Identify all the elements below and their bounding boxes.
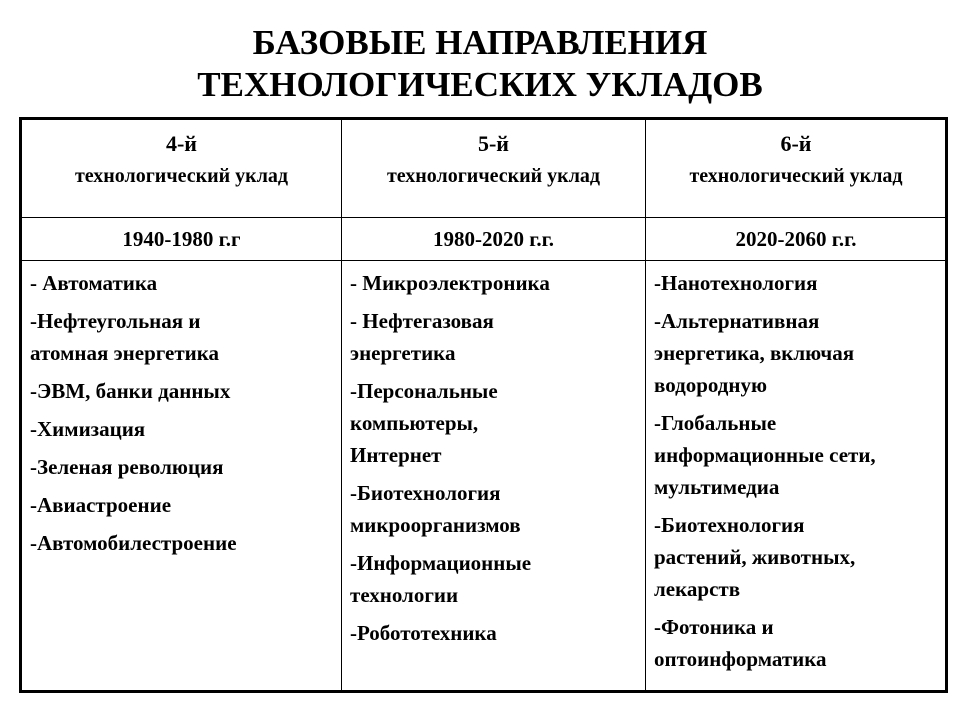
list-item: - Автоматика (30, 271, 158, 295)
title-line-2: ТЕХНОЛОГИЧЕСКИХ УКЛАДОВ (197, 65, 763, 104)
column-5th (341, 120, 645, 690)
column-header (22, 120, 341, 218)
list-item: -Зеленая революция (30, 455, 224, 479)
list-item: -ЭВМ, банки данных (30, 379, 231, 403)
technology-table (19, 117, 948, 693)
column-header (342, 120, 645, 218)
period-cell: 2020-2060 г.г. (646, 218, 946, 261)
page-title (0, 22, 960, 106)
list-item: -Персональные компьютеры, Интернет (350, 379, 498, 467)
list-item: - Нефтегазовая энергетика (350, 309, 494, 365)
column-4th (22, 120, 341, 690)
list-item: -Фотоника и оптоинформатика (654, 615, 827, 671)
items-cell (22, 261, 341, 559)
column-6th (645, 120, 946, 690)
header-number: 5-й (477, 131, 509, 156)
list-item: -Информационные технологии (350, 551, 532, 607)
title-line-1: БАЗОВЫЕ НАПРАВЛЕНИЯ (252, 23, 708, 62)
list-item: -Биотехнология растений, животных, лекарств (654, 513, 856, 601)
list-item: -Авиастроение (30, 493, 172, 517)
list-item: -Нефтеугольная и атомная энергетика (30, 309, 220, 365)
list-item: - Микроэлектроника (350, 271, 550, 295)
list-item: -Автомобилестроение (30, 531, 237, 555)
items-cell (342, 261, 645, 649)
column-header (646, 120, 946, 218)
list-item: -Робототехника (350, 621, 497, 645)
header-number: 6-й (780, 131, 812, 156)
list-item: -Биотехнология микроорганизмов (350, 481, 521, 537)
header-label: технологический уклад (689, 165, 903, 187)
period-cell: 1940-1980 г.г (22, 218, 341, 261)
period-cell: 1980-2020 г.г. (342, 218, 645, 261)
list-item: -Нанотехнология (654, 271, 818, 295)
list-item: -Глобальные информационные сети, мультимедиа (654, 411, 876, 499)
list-item: -Химизация (30, 417, 146, 441)
header-number: 4-й (165, 131, 197, 156)
items-cell (646, 261, 946, 675)
header-label: технологический уклад (386, 165, 601, 187)
header-label: технологический уклад (74, 165, 289, 187)
list-item: -Альтернативная энергетика, включая водородную (654, 309, 855, 397)
